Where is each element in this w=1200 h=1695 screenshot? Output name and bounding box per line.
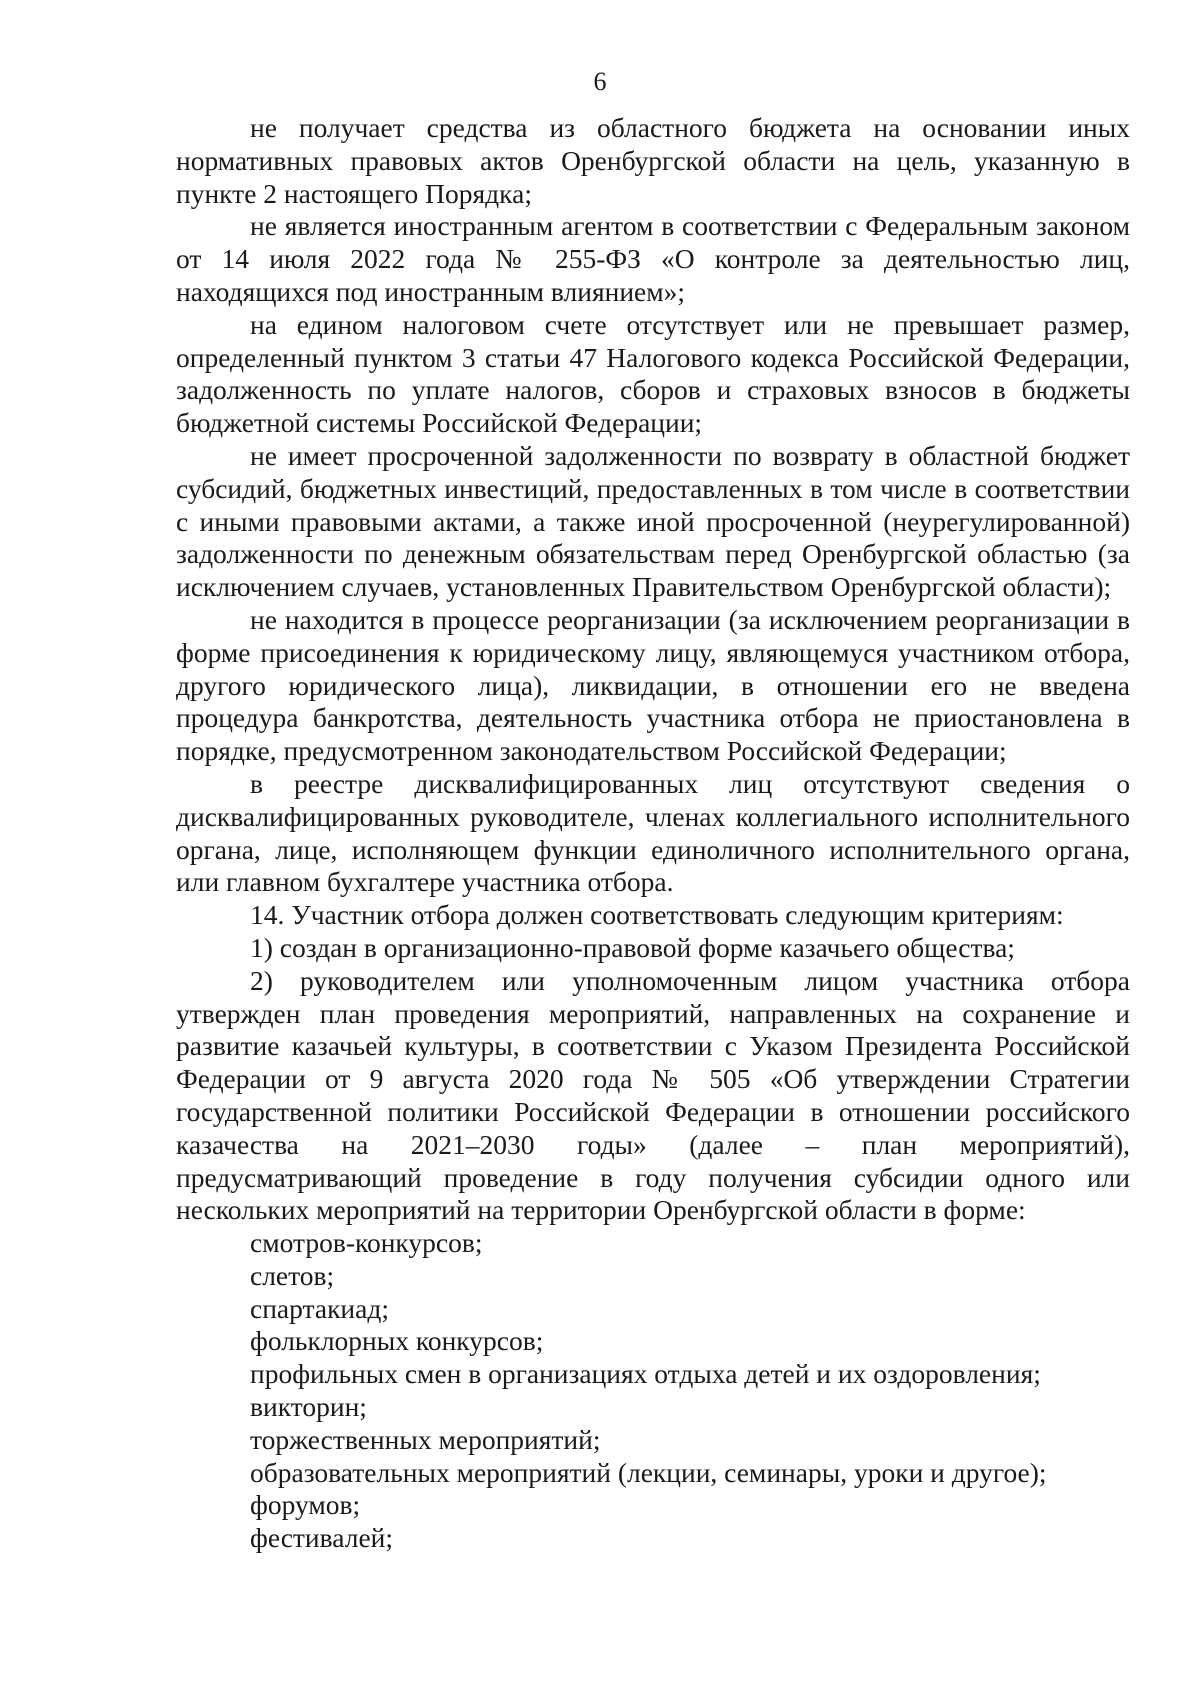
list-item: смотров-конкурсов; [250, 1227, 483, 1259]
paragraph-no-regional-funds: не получает средства из областного бюджета на основании иных нормативных правовых актов Оренбургской области на цель, указанную в пункте 2 настоящего Порядка; [176, 112, 1130, 209]
paragraph-no-reorganization: не находится в процессе реорганизации (за исключением реорганизации в форме присоединения к юридическому лицу, являющемуся участником отбора, другого юридического лица), ликвидации, в отношении его не введена процедура банкротства, деятельность участника отбора не приостановлена в порядке, предусмотренном законодательством Российской Федерации; [176, 603, 1130, 767]
paragraph-tax-account: на едином налоговом счете отсутствует или не превышает размер, определенный пунктом 3 статьи 47 Налогового кодекса Российской Федерации, задолженность по уплате налогов, сборов и страховых взносов в бюджеты бюджетной системы Российской Федерации; [176, 308, 1130, 439]
list-item: торжественных мероприятий; [250, 1423, 601, 1455]
list-item: профильных смен в организациях отдыха детей и их оздоровления; [250, 1358, 1041, 1390]
paragraph-not-foreign-agent: не является иностранным агентом в соответствии с Федеральным законом от 14 июля 2022 года № 255-ФЗ «О контроле за деятельностью лиц, находящихся под иностранным влиянием»; [176, 210, 1130, 307]
list-item: фестивалей; [250, 1522, 394, 1554]
document-body [176, 112, 1130, 1555]
list-item: спартакиад; [250, 1292, 389, 1324]
paragraph-criterion-1: 1) создан в организационно-правовой форме казачьего общества; [250, 931, 1015, 963]
paragraph-no-overdue-debt: не имеет просроченной задолженности по возврату в областной бюджет субсидий, бюджетных инвестиций, предоставленных в том числе в соответствии с иными правовыми актами, а также иной просроченной (неурегулированной) задолженности по денежным обязательствам перед Оренбургской областью (за исключением случаев, установленных Правительством Оренбургской области); [176, 439, 1130, 603]
paragraph-criterion-2: 2) руководителем или уполномоченным лицом участника отбора утвержден план проведения мероприятий, направленных на сохранение и развитие казачьей культуры, в соответствии с Указом Президента Российской Федерации от 9 августа 2020 года № 505 «Об утверждении Стратегии государственной политики Российской Федерации в отношении российского казачества на 2021–2030 годы» (далее – план мероприятий), предусматривающий проведение в году получения субсидии одного или нескольких мероприятий на территории Оренбургской области в форме: [176, 964, 1130, 1226]
list-item: слетов; [250, 1259, 335, 1291]
list-item: образовательных мероприятий (лекции, семинары, уроки и другое); [250, 1456, 1047, 1488]
event-forms-list [176, 1227, 1130, 1555]
paragraph-criteria-heading: 14. Участник отбора должен соответствовать следующим критериям: [250, 899, 1064, 931]
list-item: фольклорных конкурсов; [250, 1325, 544, 1357]
list-item: форумов; [250, 1489, 361, 1521]
page-number: 6 [593, 67, 607, 96]
list-item: викторин; [250, 1391, 367, 1423]
paragraph-disqualified-persons: в реестре дисквалифицированных лиц отсутствуют сведения о дисквалифицированных руководителе, членах коллегиального исполнительного органа, лице, исполняющем функции единоличного исполнительного органа, или главном бухгалтере участника отбора. [176, 767, 1130, 898]
